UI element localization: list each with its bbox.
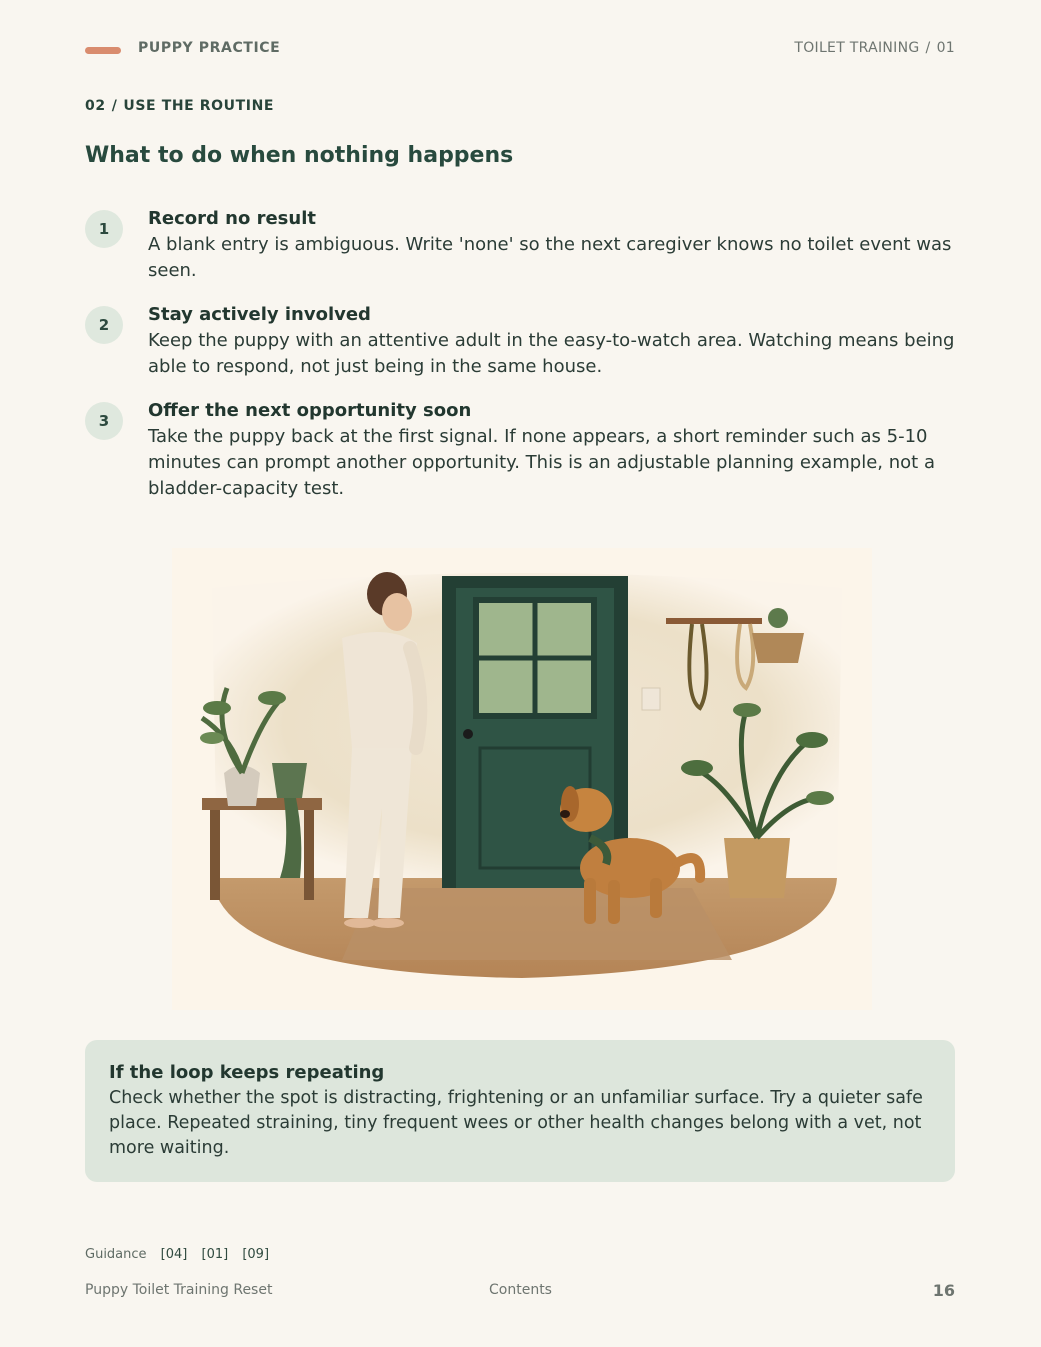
section-label xyxy=(85,98,274,114)
step-title: Stay actively involved xyxy=(148,304,371,325)
section-name: USE THE ROUTINE xyxy=(123,98,275,114)
guidance-ref-link[interactable]: [09] xyxy=(242,1247,270,1262)
step-number-badge: 1 xyxy=(85,210,123,248)
illustration-woman-and-puppy-at-door xyxy=(172,548,872,1010)
footer-contents-link[interactable]: Contents xyxy=(489,1282,552,1298)
page-title: What to do when nothing happens xyxy=(85,143,514,168)
page-number: 16 xyxy=(932,1281,955,1300)
step-number-badge: 2 xyxy=(85,306,123,344)
footer-doc-title: Puppy Toilet Training Reset xyxy=(85,1282,273,1298)
running-header-separator: / xyxy=(925,40,931,56)
step-item xyxy=(85,208,955,284)
callout-box xyxy=(85,1040,955,1182)
step-item xyxy=(85,400,955,502)
brand-accent-bar xyxy=(85,47,121,54)
page-header xyxy=(85,38,955,58)
section-separator: / xyxy=(111,98,118,114)
guidance-ref-link[interactable]: [04] xyxy=(160,1247,188,1262)
page-footer xyxy=(85,1281,955,1301)
running-header-part: 01 xyxy=(936,40,955,56)
steps-list xyxy=(85,208,955,522)
step-body: A blank entry is ambiguous. Write 'none' so the next caregiver knows no toilet event was seen. xyxy=(148,234,952,281)
brand-name: PUPPY PRACTICE xyxy=(138,40,281,56)
step-body: Keep the puppy with an attentive adult in the easy-to-watch area. Watching means being able to respond, not just being in the same house. xyxy=(148,330,955,377)
step-item xyxy=(85,304,955,380)
step-number-badge: 3 xyxy=(85,402,123,440)
guidance-references xyxy=(85,1247,269,1262)
guidance-label: Guidance xyxy=(85,1247,147,1262)
section-number: 02 xyxy=(85,98,106,114)
running-header xyxy=(794,40,955,56)
step-title: Offer the next opportunity soon xyxy=(148,400,472,421)
guidance-ref-link[interactable]: [01] xyxy=(201,1247,229,1262)
step-title: Record no result xyxy=(148,208,316,229)
callout-body: Check whether the spot is distracting, frightening or an unfamiliar surface. Try a quieter safe place. Repeated straining, tiny frequent wees or other health changes belong with a vet, not more waiting. xyxy=(109,1088,923,1158)
running-header-section: TOILET TRAINING xyxy=(794,40,920,56)
callout-title: If the loop keeps repeating xyxy=(109,1062,385,1083)
step-body: Take the puppy back at the first signal. If none appears, a short reminder such as 5-10 minutes can prompt another opportunity. This is an adjustable planning example, not a bladder-capacity test. xyxy=(148,426,935,499)
